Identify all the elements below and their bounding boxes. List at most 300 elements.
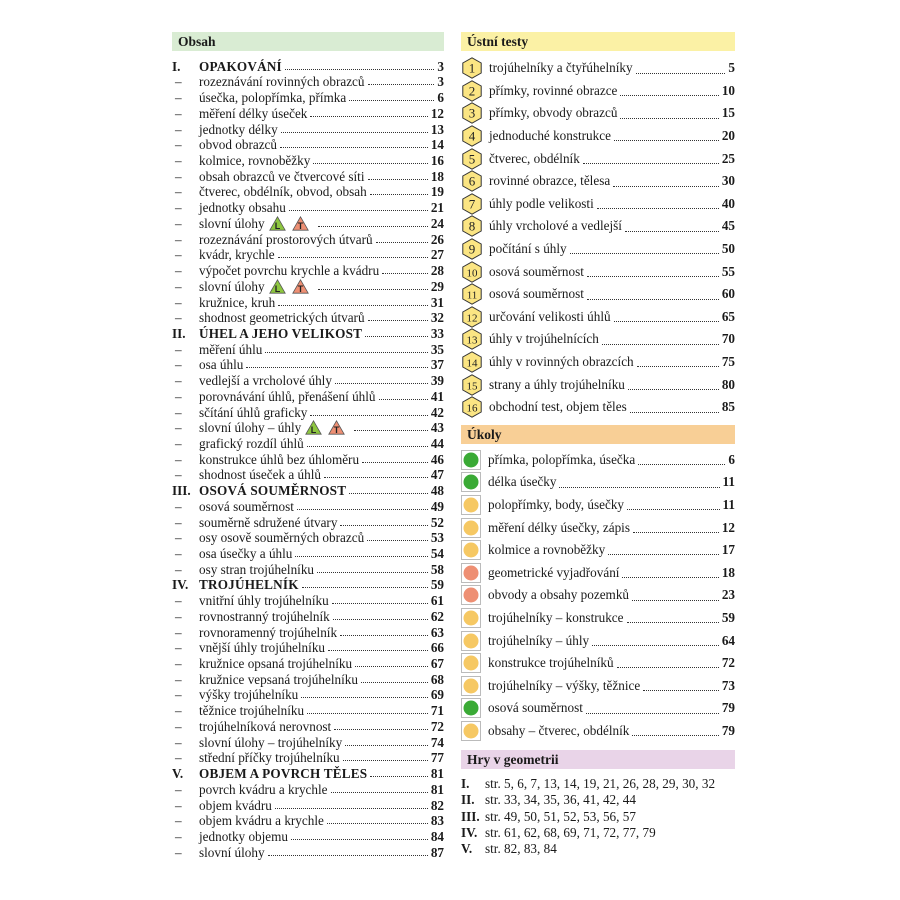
- svg-text:15: 15: [466, 380, 478, 393]
- oral-test-label: osová souměrnost: [489, 263, 584, 279]
- page-number: 5: [728, 60, 735, 76]
- toc-item-label: shodnost úseček a úhlů: [199, 467, 321, 483]
- hexagon-number-icon: [461, 102, 483, 124]
- leader-dots: [307, 446, 428, 447]
- toc-item-label: slovní úlohy: [199, 844, 265, 860]
- dash: –: [175, 797, 182, 813]
- difficulty-dot-icon: [461, 472, 481, 492]
- leader-dots: [291, 839, 428, 840]
- leader-dots: [367, 540, 428, 541]
- leader-dots: [328, 650, 428, 651]
- task-label: trojúhelníky – úhly: [488, 632, 590, 648]
- svg-text:11: 11: [466, 289, 478, 302]
- hexagon-number-icon: [461, 261, 483, 283]
- leader-dots: [318, 289, 428, 290]
- chapter-title: ÚHEL A JEHO VELIKOST: [199, 325, 363, 341]
- toc-item: [172, 199, 444, 215]
- oral-test-label: přímky, obvody obrazců: [489, 105, 618, 121]
- toc-item: [172, 357, 444, 373]
- table-of-contents: [172, 58, 444, 860]
- task-item: [461, 449, 735, 472]
- page-number: 66: [430, 640, 444, 656]
- hexagon-number-icon: [461, 125, 483, 147]
- oral-test-item: [461, 147, 735, 170]
- task-item: [461, 494, 735, 517]
- dash: –: [175, 467, 182, 483]
- toc-item: [172, 372, 444, 388]
- toc-item-label: vnější úhly trojúhelníku: [199, 640, 326, 656]
- leader-dots: [285, 69, 435, 70]
- toc-item-label: jednotky obsahu: [199, 200, 286, 216]
- svg-text:T: T: [333, 425, 340, 436]
- leader-dots: [368, 84, 435, 85]
- page-number: 59: [430, 577, 444, 593]
- toc-item: [172, 74, 444, 90]
- toc-item: [172, 750, 444, 766]
- dash: –: [175, 153, 182, 169]
- leader-dots: [265, 352, 427, 353]
- leader-dots: [643, 690, 719, 691]
- toc-item: [172, 561, 444, 577]
- leader-dots: [362, 462, 428, 463]
- toc-item: [172, 121, 444, 137]
- toc-item: [172, 215, 444, 231]
- badge-l-icon: [269, 216, 286, 231]
- toc-item-label: rozeznávání rovinných obrazců: [199, 74, 365, 90]
- toc-item-label: vnitřní úhly trojúhelníku: [199, 593, 329, 609]
- task-label: geometrické vyjadřování: [488, 564, 620, 580]
- leader-dots: [354, 430, 428, 431]
- dash: –: [175, 121, 182, 137]
- badge-t-icon: [292, 216, 309, 231]
- toc-item: [172, 624, 444, 640]
- leader-dots: [355, 666, 428, 667]
- svg-text:7: 7: [468, 196, 476, 212]
- dash: –: [175, 168, 182, 184]
- page-number: 33: [430, 325, 444, 341]
- games-row: [461, 841, 735, 857]
- toc-item-label: osy stran trojúhelníku: [199, 561, 315, 577]
- task-label: konstrukce trojúhelníků: [488, 655, 614, 671]
- dash: –: [175, 718, 182, 734]
- chapter-row: [172, 325, 444, 341]
- task-item: [461, 652, 735, 675]
- leader-dots: [559, 487, 719, 488]
- toc-item: [172, 310, 444, 326]
- leader-dots: [289, 210, 428, 211]
- hry-heading: Hry v geometrii: [461, 750, 735, 769]
- toc-item-label: slovní úlohy – trojúhelníky: [199, 734, 343, 750]
- leader-dots: [613, 186, 719, 187]
- toc-item-label: obsah obrazců ve čtvercové síti: [199, 168, 365, 184]
- dash: –: [175, 231, 182, 247]
- toc-item-label: rovnoramenný trojúhelník: [199, 624, 338, 640]
- toc-item-label: kolmice, rovnoběžky: [199, 153, 311, 169]
- leader-dots: [608, 554, 719, 555]
- dash: –: [175, 74, 182, 90]
- toc-item: [172, 797, 444, 813]
- badge-group: [269, 279, 315, 294]
- page-number: 26: [430, 231, 444, 247]
- dash: –: [175, 435, 182, 451]
- page-number: 11: [722, 474, 735, 490]
- leader-dots: [301, 697, 428, 698]
- leader-dots: [620, 95, 718, 96]
- page-number: 79: [721, 722, 735, 738]
- toc-item: [172, 734, 444, 750]
- page-number: 43: [430, 420, 444, 436]
- leader-dots: [246, 367, 427, 368]
- toc-item-label: souměrně sdružené útvary: [199, 514, 338, 530]
- toc-item-label: obvod obrazců: [199, 137, 277, 153]
- oral-test-item: [461, 215, 735, 238]
- chapter-row: [172, 577, 444, 593]
- page-number: 70: [721, 331, 735, 347]
- leader-dots: [370, 776, 428, 777]
- leader-dots: [597, 208, 719, 209]
- dash: –: [175, 530, 182, 546]
- task-label: kolmice a rovnoběžky: [488, 542, 606, 558]
- chapter-title: TROJÚHELNÍK: [199, 577, 299, 593]
- page-number: 3: [437, 74, 444, 90]
- oral-test-label: úhly v trojúhelnících: [489, 331, 599, 347]
- toc-item-label: sčítání úhlů graficky: [199, 404, 308, 420]
- hexagon-number-icon: [461, 170, 483, 192]
- difficulty-dot-icon: [461, 585, 481, 605]
- page-number: 46: [430, 451, 444, 467]
- svg-text:3: 3: [468, 105, 476, 121]
- dash: –: [175, 593, 182, 609]
- oral-test-item: [461, 238, 735, 261]
- dash: –: [175, 734, 182, 750]
- leader-dots: [637, 366, 719, 367]
- toc-item: [172, 341, 444, 357]
- difficulty-dot-icon: [461, 563, 481, 583]
- task-label: trojúhelníky – konstrukce: [488, 609, 624, 625]
- toc-item: [172, 813, 444, 829]
- leader-dots: [333, 619, 428, 620]
- ukoly-heading: Úkoly: [461, 425, 735, 444]
- oral-test-label: přímky, rovinné obrazce: [489, 82, 618, 98]
- difficulty-dot-icon: [461, 698, 481, 718]
- chapter-row: [172, 482, 444, 498]
- page-number: 74: [430, 734, 444, 750]
- hexagon-number-icon: [461, 80, 483, 102]
- toc-item-label: výšky trojúhelníku: [199, 687, 299, 703]
- toc-item-label: úsečka, polopřímka, přímka: [199, 90, 347, 106]
- task-item: [461, 607, 735, 630]
- games-pages: str. 5, 6, 7, 13, 14, 19, 21, 26, 28, 29, 30, 32: [485, 776, 716, 792]
- dash: –: [175, 514, 182, 530]
- dash: –: [175, 247, 182, 263]
- page-number: 47: [430, 467, 444, 483]
- page-number: 81: [430, 766, 444, 782]
- page-number: 52: [430, 514, 444, 530]
- difficulty-dot-icon: [461, 608, 481, 628]
- leader-dots: [617, 667, 719, 668]
- leader-dots: [592, 645, 719, 646]
- leader-dots: [628, 389, 719, 390]
- toc-item: [172, 467, 444, 483]
- difficulty-dot-icon: [461, 540, 481, 560]
- badge-group: [269, 216, 315, 231]
- chapter-number: I.: [461, 776, 470, 792]
- obsah-column: [172, 32, 444, 860]
- toc-item-label: čtverec, obdélník, obvod, obsah: [199, 184, 367, 200]
- dash: –: [175, 781, 182, 797]
- dash: –: [175, 451, 182, 467]
- games-row: [461, 792, 735, 808]
- oral-test-item: [461, 260, 735, 283]
- page-number: 14: [430, 137, 444, 153]
- dash: –: [175, 263, 182, 279]
- page-number: 61: [430, 593, 444, 609]
- page-number: 64: [721, 632, 735, 648]
- badge-l-icon: [305, 420, 322, 435]
- oral-test-item: [461, 80, 735, 103]
- page-number: 18: [721, 564, 735, 580]
- chapter-row: [172, 58, 444, 74]
- page-number: 49: [430, 498, 444, 514]
- leader-dots: [587, 276, 719, 277]
- toc-item-label: objem kvádru a krychle: [199, 813, 324, 829]
- games-pages: str. 33, 34, 35, 36, 41, 42, 44: [485, 792, 636, 808]
- toc-item: [172, 718, 444, 734]
- svg-text:1: 1: [468, 60, 476, 76]
- page-number: 83: [430, 813, 444, 829]
- page-number: 67: [430, 656, 444, 672]
- toc-item: [172, 388, 444, 404]
- oral-test-label: úhly vrcholové a vedlejší: [489, 218, 622, 234]
- badge-t-icon: [292, 279, 309, 294]
- task-label: osová souměrnost: [488, 700, 583, 716]
- toc-item-label: kružnice, kruh: [199, 294, 276, 310]
- leader-dots: [365, 336, 428, 337]
- leader-dots: [376, 242, 428, 243]
- dash: –: [175, 373, 182, 389]
- leader-dots: [324, 477, 428, 478]
- page-number: 10: [721, 82, 735, 98]
- leader-dots: [636, 73, 726, 74]
- toc-item: [172, 262, 444, 278]
- toc-item-label: kvádr, krychle: [199, 247, 275, 263]
- toc-item: [172, 231, 444, 247]
- svg-text:16: 16: [466, 402, 478, 415]
- toc-item-label: slovní úlohy: [199, 215, 265, 231]
- leader-dots: [614, 140, 719, 141]
- leader-dots: [340, 635, 428, 636]
- page-number: 41: [430, 388, 444, 404]
- page-number: 65: [721, 308, 735, 324]
- leader-dots: [622, 577, 718, 578]
- task-item: [461, 561, 735, 584]
- task-item: [461, 539, 735, 562]
- leader-dots: [570, 253, 719, 254]
- toc-item: [172, 514, 444, 530]
- toc-item: [172, 404, 444, 420]
- right-column: [461, 32, 735, 857]
- leader-dots: [332, 603, 428, 604]
- dash: –: [175, 90, 182, 106]
- oral-test-item: [461, 351, 735, 374]
- oral-tests-list: [461, 57, 735, 419]
- dash: –: [175, 420, 182, 436]
- task-item: [461, 584, 735, 607]
- leader-dots: [614, 321, 719, 322]
- svg-text:4: 4: [468, 128, 476, 144]
- toc-item: [172, 844, 444, 860]
- dash: –: [175, 498, 182, 514]
- toc-item: [172, 545, 444, 561]
- page-number: 12: [430, 105, 444, 121]
- leader-dots: [334, 729, 428, 730]
- toc-item: [172, 530, 444, 546]
- dash: –: [175, 561, 182, 577]
- leader-dots: [382, 273, 428, 274]
- leader-dots: [280, 147, 428, 148]
- page-number: 45: [721, 218, 735, 234]
- toc-item: [172, 152, 444, 168]
- toc-item: [172, 451, 444, 467]
- games-row: [461, 825, 735, 841]
- toc-item: [172, 168, 444, 184]
- dash: –: [175, 310, 182, 326]
- toc-item: [172, 828, 444, 844]
- leader-dots: [318, 226, 428, 227]
- leader-dots: [602, 344, 719, 345]
- toc-item-label: osa úsečky a úhlu: [199, 546, 293, 561]
- dash: –: [175, 137, 182, 153]
- oral-test-label: jednoduché konstrukce: [489, 128, 611, 144]
- oral-test-item: [461, 306, 735, 329]
- task-label: obsahy – čtverec, obdélník: [488, 722, 630, 738]
- leader-dots: [278, 305, 428, 306]
- toc-item-label: rovnostranný trojúhelník: [199, 608, 330, 624]
- chapter-number: IV.: [461, 824, 478, 840]
- chapter-title: OPAKOVÁNÍ: [199, 58, 282, 74]
- page-number: 15: [721, 105, 735, 121]
- page-number: 6: [728, 451, 735, 467]
- oral-test-label: úhly podle velikosti: [489, 195, 594, 211]
- toc-item: [172, 498, 444, 514]
- toc-item-label: osová souměrnost: [199, 498, 294, 514]
- chapter-title: OSOVÁ SOUMĚRNOST: [199, 483, 347, 499]
- oral-test-label: obchodní test, objem těles: [489, 399, 627, 415]
- chapter-row: [172, 765, 444, 781]
- page-number: 75: [721, 354, 735, 370]
- leader-dots: [368, 320, 428, 321]
- dash: –: [175, 215, 182, 231]
- task-label: obvody a obsahy pozemků: [488, 587, 630, 603]
- difficulty-dot-icon: [461, 518, 481, 538]
- leader-dots: [630, 412, 719, 413]
- svg-text:12: 12: [466, 312, 478, 325]
- toc-item-label: osa úhlu: [199, 357, 244, 373]
- toc-item-label: slovní úlohy – úhly: [199, 420, 302, 436]
- dash: –: [175, 828, 182, 844]
- toc-item-label: jednotky délky: [199, 121, 278, 137]
- page-number: 80: [721, 376, 735, 392]
- toc-item-label: objem kvádru: [199, 797, 272, 813]
- dash: –: [175, 640, 182, 656]
- svg-text:L: L: [274, 283, 280, 294]
- page-number: 27: [430, 247, 444, 263]
- oral-test-item: [461, 373, 735, 396]
- toc-item-label: konstrukce úhlů bez úhloměru: [199, 451, 360, 467]
- leader-dots: [627, 622, 719, 623]
- task-label: přímka, polopřímka, úsečka: [488, 451, 636, 467]
- badge-t-icon: [328, 420, 345, 435]
- leader-dots: [620, 118, 718, 119]
- toc-item: [172, 184, 444, 200]
- leader-dots: [275, 808, 428, 809]
- toc-item: [172, 687, 444, 703]
- oral-test-item: [461, 125, 735, 148]
- chapter-number: V.: [172, 766, 184, 782]
- svg-text:T: T: [297, 283, 303, 294]
- toc-item: [172, 671, 444, 687]
- difficulty-dot-icon: [461, 721, 481, 741]
- task-item: [461, 629, 735, 652]
- dash: –: [175, 278, 182, 294]
- task-item: [461, 674, 735, 697]
- page-number: 48: [430, 483, 444, 499]
- toc-item: [172, 105, 444, 121]
- toc-item: [172, 640, 444, 656]
- dash: –: [175, 404, 182, 420]
- games-list: [461, 776, 735, 857]
- svg-text:6: 6: [468, 173, 476, 189]
- toc-item-label: těžnice trojúhelníku: [199, 703, 305, 719]
- page-number: 21: [430, 200, 444, 216]
- svg-text:8: 8: [468, 218, 476, 234]
- tasks-list: [461, 449, 735, 743]
- page-number: 17: [721, 542, 735, 558]
- page-number: 11: [722, 496, 735, 512]
- games-pages: str. 49, 50, 51, 52, 53, 56, 57: [485, 808, 636, 824]
- page-number: 44: [430, 435, 444, 451]
- toc-item: [172, 435, 444, 451]
- hexagon-number-icon: [461, 283, 483, 305]
- dash: –: [175, 624, 182, 640]
- svg-text:T: T: [297, 220, 303, 231]
- page-number: 72: [721, 655, 735, 671]
- oral-test-label: určování velikosti úhlů: [489, 308, 611, 324]
- leader-dots: [345, 745, 428, 746]
- chapter-title: OBJEM A POVRCH TĚLES: [199, 766, 368, 782]
- page-number: 53: [430, 530, 444, 546]
- oral-test-label: úhly v rovinných obrazcích: [489, 354, 634, 370]
- dash: –: [175, 687, 182, 703]
- toc-item-label: výpočet povrchu krychle a kvádru: [199, 263, 380, 279]
- chapter-number: V.: [461, 840, 473, 856]
- page-number: 35: [430, 341, 444, 357]
- leader-dots: [633, 532, 719, 533]
- dash: –: [175, 656, 182, 672]
- leader-dots: [370, 194, 428, 195]
- toc-item: [172, 89, 444, 105]
- leader-dots: [625, 231, 719, 232]
- leader-dots: [379, 399, 428, 400]
- page-number: 87: [430, 844, 444, 860]
- dash: –: [175, 844, 182, 860]
- svg-text:13: 13: [466, 334, 478, 347]
- dash: –: [175, 750, 182, 766]
- dash: –: [175, 546, 182, 561]
- hexagon-number-icon: [461, 238, 483, 260]
- task-label: polopřímky, body, úsečky: [488, 496, 625, 512]
- games-pages: str. 61, 62, 68, 69, 71, 72, 77, 79: [485, 824, 656, 840]
